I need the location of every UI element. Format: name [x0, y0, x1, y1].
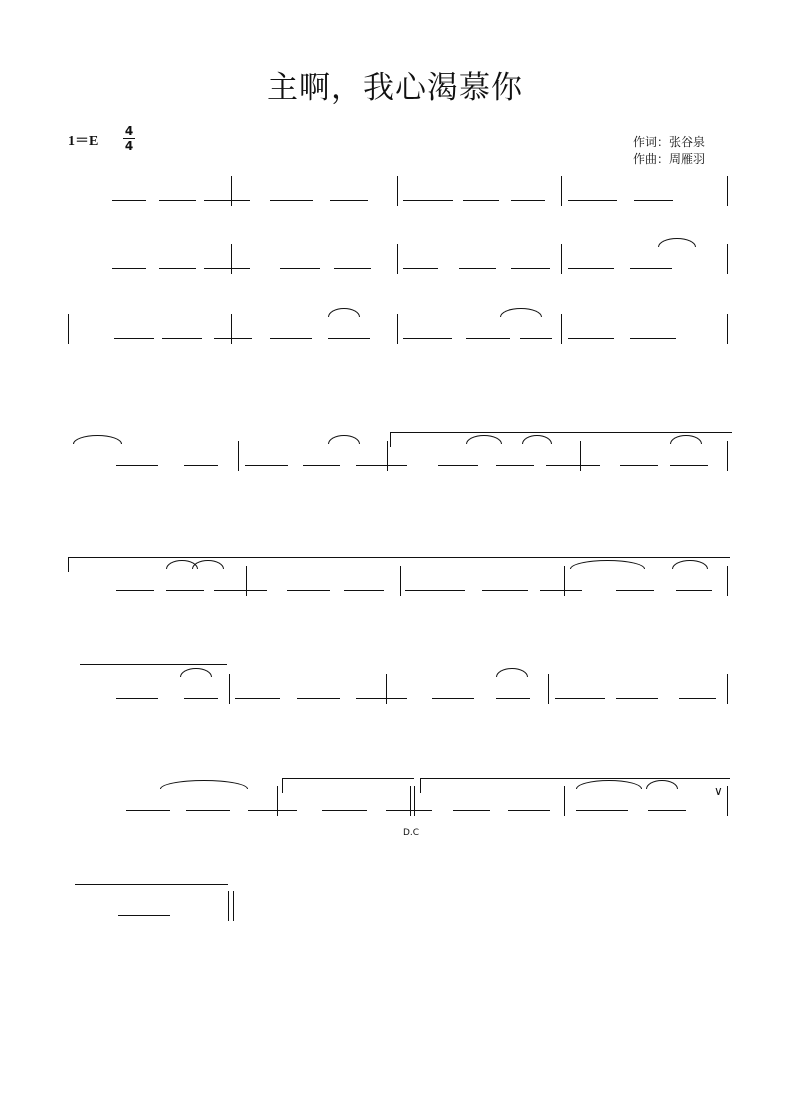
beam	[540, 590, 582, 591]
beam	[453, 810, 490, 811]
beam	[616, 590, 654, 591]
beam	[648, 810, 686, 811]
beam	[270, 200, 313, 201]
beam	[630, 338, 676, 339]
beam	[297, 698, 340, 699]
beam	[459, 268, 496, 269]
barline	[231, 244, 232, 274]
beam	[184, 698, 218, 699]
beam	[280, 268, 320, 269]
breath-mark: ∨	[714, 784, 723, 798]
tie	[180, 668, 212, 677]
beam	[248, 810, 297, 811]
tie	[500, 308, 542, 317]
lyricist: 作词：张谷泉	[633, 135, 706, 149]
beam	[576, 810, 628, 811]
beam	[287, 590, 330, 591]
beam	[630, 268, 672, 269]
beam	[496, 698, 530, 699]
tie	[496, 668, 528, 677]
barline	[548, 674, 549, 704]
tie	[658, 238, 696, 247]
beam	[245, 465, 288, 466]
beam	[204, 200, 250, 201]
song-title: 主啊，我心渴慕你	[267, 70, 523, 106]
beam	[634, 200, 673, 201]
barline	[397, 314, 398, 344]
barline	[414, 786, 415, 816]
beam	[463, 200, 499, 201]
time-signature-bottom: 4	[124, 139, 134, 153]
beam	[546, 465, 600, 466]
tie	[160, 780, 248, 789]
beam	[114, 338, 154, 339]
beam	[508, 810, 550, 811]
beam	[676, 590, 712, 591]
beam	[511, 200, 545, 201]
barline	[561, 244, 562, 274]
beam	[162, 338, 202, 339]
dc-mark: D.C	[403, 828, 420, 838]
barline	[387, 441, 388, 471]
beam	[235, 698, 280, 699]
beam	[679, 698, 716, 699]
beam	[159, 200, 196, 201]
barline	[238, 441, 239, 471]
beam	[116, 698, 158, 699]
beam	[568, 200, 617, 201]
beam	[214, 338, 252, 339]
key-signature: 1＝E	[68, 134, 99, 149]
beam	[184, 465, 218, 466]
barline	[228, 891, 229, 921]
barline	[727, 674, 728, 704]
beam	[568, 268, 614, 269]
beam	[116, 590, 154, 591]
beam	[116, 465, 158, 466]
beam	[405, 590, 465, 591]
barline	[277, 786, 278, 816]
barline	[561, 176, 562, 206]
beam	[186, 810, 230, 811]
beam	[555, 698, 605, 699]
beam	[466, 338, 510, 339]
volta-1	[390, 432, 732, 447]
barline	[397, 176, 398, 206]
tie	[328, 308, 360, 317]
beam	[166, 590, 204, 591]
beam	[511, 268, 550, 269]
beam	[112, 268, 146, 269]
barline	[727, 244, 728, 274]
beam	[270, 338, 312, 339]
beam	[482, 590, 528, 591]
beam	[214, 590, 267, 591]
beam	[616, 698, 658, 699]
beam	[330, 200, 368, 201]
beam	[118, 915, 170, 916]
tie	[328, 435, 360, 444]
beam-over	[80, 664, 227, 665]
beam	[670, 465, 708, 466]
beam	[520, 338, 552, 339]
volta-1-second	[282, 778, 414, 793]
barline	[68, 314, 69, 344]
beam	[432, 698, 474, 699]
barline	[231, 314, 232, 344]
beam-over	[75, 884, 228, 885]
beam	[126, 810, 170, 811]
beam	[204, 268, 250, 269]
beam	[496, 465, 534, 466]
beam	[568, 338, 614, 339]
barline	[727, 176, 728, 206]
barline	[386, 674, 387, 704]
beam	[403, 268, 438, 269]
beam	[344, 590, 384, 591]
beam	[322, 810, 367, 811]
beam	[386, 810, 432, 811]
beam	[159, 268, 196, 269]
beam	[334, 268, 371, 269]
barline	[231, 176, 232, 206]
beam	[303, 465, 340, 466]
beam	[356, 465, 407, 466]
time-signature-top: 4	[124, 124, 134, 138]
beam	[356, 698, 407, 699]
barline	[229, 674, 230, 704]
beam	[620, 465, 658, 466]
barline	[233, 891, 234, 921]
time-signature	[122, 124, 136, 153]
volta-2	[68, 557, 730, 572]
beam	[403, 200, 453, 201]
beam	[438, 465, 478, 466]
beam	[328, 338, 370, 339]
barline	[727, 314, 728, 344]
beam	[403, 338, 452, 339]
beam	[112, 200, 146, 201]
credits	[633, 134, 705, 168]
barline	[397, 244, 398, 274]
composer: 作曲：周雁羽	[633, 152, 706, 166]
volta-2-second	[420, 778, 730, 793]
barline	[561, 314, 562, 344]
tie	[73, 435, 122, 444]
